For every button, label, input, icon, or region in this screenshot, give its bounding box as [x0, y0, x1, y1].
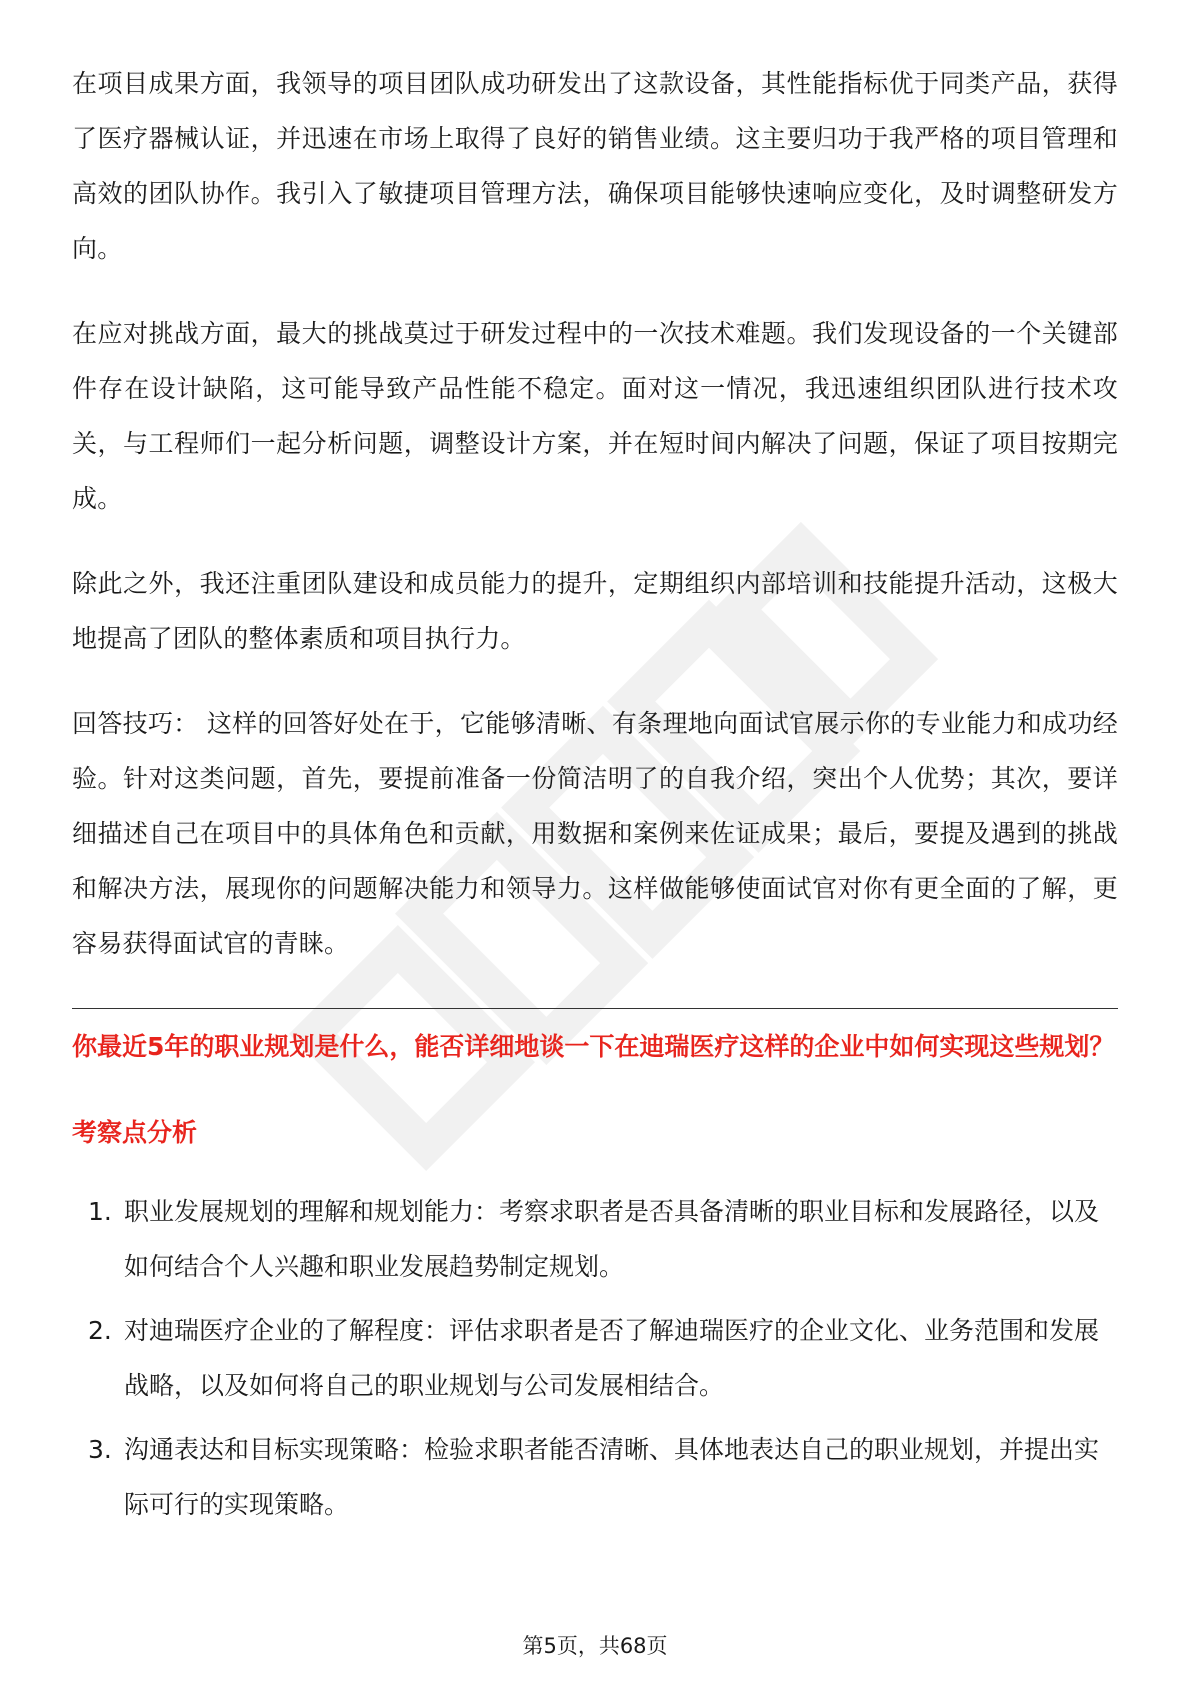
interview-question: 你最近5年的职业规划是什么，能否详细地谈一下在迪瑞医疗这样的企业中如何实现这些规划？ — [72, 1032, 1115, 1061]
analysis-heading: 考察点分析 — [72, 1118, 198, 1147]
list-item — [72, 1303, 1118, 1413]
paragraph-answer-tips: 回答技巧： 这样的回答好处在于，它能够清晰、有条理地向面试官展示你的专业能力和成功经验。针对这类问题，首先，要提前准备一份简洁明了的自我介绍，突出个人优势；其次，要详细描述自己在项目中的具体角色和贡献，用数据和案例来佐证成果；最后，要提及遇到的挑战和解决方法，展现你的问题解决能力和领导力。这样做能够使面试官对你有更全面的了解，更容易获得面试官的青睐。 — [72, 709, 1118, 958]
section-divider — [72, 1008, 1118, 1009]
list-item-text: 沟通表达和目标实现策略：检验求职者能否清晰、具体地表达自己的职业规划，并提出实际可行的实现策略。 — [124, 1435, 1100, 1519]
analysis-list — [72, 1184, 1118, 1541]
list-item-number: 3. — [88, 1435, 112, 1464]
list-item-text: 对迪瑞医疗企业的了解程度：评估求职者是否了解迪瑞医疗的企业文化、业务范围和发展战略，以及如何将自己的职业规划与公司发展相结合。 — [124, 1316, 1100, 1400]
list-item — [72, 1422, 1118, 1532]
page-number-footer: 第5页，共68页 — [522, 1634, 668, 1658]
list-item-number: 1. — [88, 1197, 112, 1226]
paragraph-challenges: 在应对挑战方面，最大的挑战莫过于研发过程中的一次技术难题。我们发现设备的一个关键部件存在设计缺陷，这可能导致产品性能不稳定。面对这一情况，我迅速组织团队进行技术攻关，与工程师们一起分析问题，调整设计方案，并在短时间内解决了问题，保证了项目按期完成。 — [72, 319, 1118, 513]
list-item-number: 2. — [88, 1316, 112, 1345]
main-content — [72, 56, 1118, 971]
paragraph-team-building: 除此之外，我还注重团队建设和成员能力的提升，定期组织内部培训和技能提升活动，这极大地提高了团队的整体素质和项目执行力。 — [72, 569, 1118, 653]
paragraph-project-results: 在项目成果方面，我领导的项目团队成功研发出了这款设备，其性能指标优于同类产品，获得了医疗器械认证，并迅速在市场上取得了良好的销售业绩。这主要归功于我严格的项目管理和高效的团队协作。我引入了敏捷项目管理方法，确保项目能够快速响应变化，及时调整研发方向。 — [72, 69, 1118, 263]
list-item-text: 职业发展规划的理解和规划能力：考察求职者是否具备清晰的职业目标和发展路径，以及如何结合个人兴趣和职业发展趋势制定规划。 — [124, 1197, 1100, 1281]
list-item — [72, 1184, 1118, 1294]
